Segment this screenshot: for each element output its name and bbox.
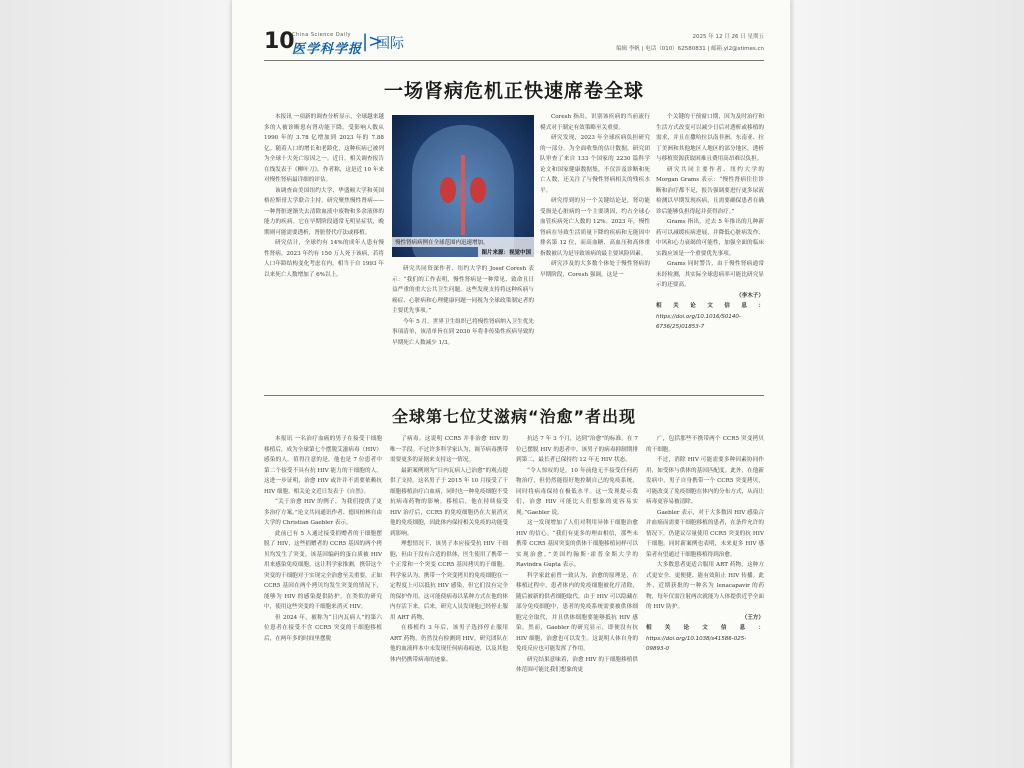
reference-line: [646, 623, 764, 655]
article1-column-4: [656, 112, 764, 392]
paragraph: 个关键的干预窗口期，因为及时治疗和生活方式改变可以减少日后对透析或移植的需求，并且在撒哈拉以南非洲、东南亚、拉丁美洲和其他地区人地区的部分地区，透析与移植资源获取困难且费用高昂难以负担。: [656, 114, 764, 162]
logo: 医学科学报: [292, 42, 363, 57]
paragraph: Gaebler 表示，对于大多数因 HIV 感染合并血癌而需要干细胞移植的患者，在条件允许的情况下，仍建议尽量使用 CCR5 突变的抗 HIV 干细胞。同时新案例也表明，未来更多 HIV 感染者有望通过干细胞移植得到治愈。: [646, 509, 764, 558]
article1-column-1: [264, 112, 384, 392]
header-rule: [264, 60, 764, 61]
paragraph: 理想情况下，该男子本应接受抗 HIV 干细胞，但由于没有合适的供体，医生使用了携带一个正常和一个突变 CCR5 基因拷贝的干细胞。科学家认为，携带一个突变拷贝的免疫细胞在一定程度上可以抵抗 HIV 感染，但它们没有完全的保护作用，这可能使病毒以某种方式在他的体内存活下来。后来，研究人员发现他已经停止服用 ART 药物。: [390, 541, 508, 621]
paragraph: 今年 5 月，世界卫生组织已将慢性肾病纳入卫生优先事项清单，该清单旨在到 2030 年将非传染性疾病导致的早期死亡人数减少 1/3。: [392, 318, 534, 346]
paragraph: 不过，消除 HIV 可能需要多种因素协同作用，如受体与供体的基因匹配度。此外，在他新发病中，男子自身携带一个 CCR5 突变拷贝，可能改变了免疫细胞在体内的分布方式，从而让病毒更容易被清除。: [646, 457, 764, 505]
paragraph: 研究得到的另一个关键结论是，肾功能受损是心脏病的一个主要诱因，约占全球心血管疾病死亡人数的 12%。2023 年，慢性肾病在导致生活质量下降的疾病和无能因中排名第 12 位，而高血糖、高血压和高体重指数被认为是导致该病的最主要风险因素。: [540, 198, 650, 257]
paragraph: 但 2024 年，被称为“日内瓦病人”的第六位患者在接受不含 CCR5 突变的干细胞移植后，在两年多的时间里摆脱: [264, 614, 382, 642]
reference-doi: https://doi.org/10.1038/s41586-025-09893-0: [646, 635, 747, 652]
article2-column-1: [264, 434, 382, 764]
paragraph: Coresh 指出，识别该疾病的当前流行模式对于制定有效策略至关重要。: [540, 114, 650, 131]
background-right: [794, 0, 1024, 768]
article2-column-3: [516, 434, 638, 764]
page-number: 10: [264, 29, 295, 54]
article2-column-4: [646, 434, 764, 764]
paragraph: 抗达 7 年 3 个月，达到“治愈”的标准。在 7 位已摆脱 HIV 的患者中，该男子的病毒抑制期排到第二，最长者已保持约 12 年无 HIV 状态。: [516, 436, 638, 463]
paragraph: 这一发现增加了人们对利用异体干细胞治愈 HIV 的信心。“我们有更多的理由相信，那些未携带 CCR5 基因突变的供体干细胞移植同样可以实现治愈。”美国约翰斯·霍普金斯大学的 Ravindra Gupta 表示。: [516, 520, 638, 568]
byline-line: [656, 291, 764, 302]
paragraph: 研究共同主要作者、纽约大学的 Morgan Grams 表示：“慢性肾病往往诊断和治疗都不足，报告强调要进行更多尿液检测以早期发现疾病，且需要确保患者在确诊后能够负担得起并获得治疗。”: [656, 166, 764, 215]
page-header: [264, 28, 764, 58]
paragraph: 研究共同资深作者、纽约大学的 Josef Coresh 表示：“我们的工作表明，慢性肾病是一种常见、致命且日益严重的重大公共卫生问题。这些发现支持将这种疾病与癌症、心脏病和心理健康问题一同视为全球政策制定者的主要优先事项。”: [392, 266, 534, 314]
paragraph: 广，包括那些不携带两个 CCR5 突变拷贝的干细胞。: [646, 436, 764, 453]
paragraph: “关于治愈 HIV 的例子，为我们提供了更多治疗方案。”论文共同通讯作者、德国柏林自由大学的 Christian Gaebler 表示。: [264, 499, 382, 526]
article2-author: （王方）: [741, 614, 764, 621]
section-name: 国际: [376, 36, 404, 52]
paragraph: 本报讯 一名治疗血癌的男子在接受干细胞移植后，成为全球第七个摆脱艾滋病毒（HIV）感染的人。值得注意的是，他也是 7 位患者中第二个接受不具有抗 HIV 能力的干细胞的人。这进一步证明，治愈 HIV 或许并不需要依赖抗 HIV 细胞。相关论文近日发表于《自然》。: [264, 436, 382, 495]
article1-author: （李木子）: [736, 292, 764, 299]
vessel-shape: [461, 155, 465, 235]
paragraph: 在移植约 3 年后，该男子选择停止服用 ART 药物，仍然没有检测到 HIV。研究团队在他的血液样本中未发现任何病毒痕迹，以及其他体内仍携带病毒的迹象。: [390, 625, 508, 663]
paragraph: 研究发现，2023 年全球疾病负担研究的一部分。为全面收集的估计数据，研究团队审查了来自 133 个国家的 2230 篇科学论文和国家健康数据集，不仅涉及诊断和死亡人数，还关注了与慢性肾病相关的残疾水平。: [540, 135, 650, 194]
reference-line: [656, 301, 764, 333]
article1-column-2: [392, 264, 534, 392]
section-divider-icon: |>: [362, 31, 384, 52]
paragraph: 研究涉及的大多数个体处于慢性肾病的早期阶段，Coresh 强调，这是一: [540, 261, 650, 278]
byline-line: [646, 613, 764, 624]
article1-title: 一场肾病危机正快速席卷全球: [383, 80, 644, 102]
editor-info: 编辑 李帆 | 电话（010）62580831 | 邮箱 yl2@stimes.cn: [616, 46, 764, 52]
background-left: [0, 0, 230, 768]
article1-column-3: [540, 112, 650, 392]
paragraph: Grams 指出，过去 5 年推出的几种新药可以减缓疾病进展，并降低心脏病发作、中风和心力衰竭的可能性，加强全面的临床实践应该是一个重要优先事项。: [656, 219, 764, 257]
paragraph: 科学家此前曾一致认为，治愈的原理是，在移植过程中，患者体内的免疫细胞被化疗清除，随后被新的供者细胞取代。由于 HIV 可以隐藏在部分免疫细胞中，患者的免疫系统需要被供体细胞完全取代，并且供体细胞要能够抵抗 HIV 感染。然而，Gaebler 的研究显示，即便没有抗 HIV 细胞，治愈也可以发生。这说明人体自身的免疫反应也可能发挥了作用。: [516, 572, 638, 652]
photo-caption: 慢性肾病病例在全球范围内迅速增加。: [392, 237, 534, 247]
newspaper-page: [232, 0, 790, 768]
paragraph: 研究结果意味着，治愈 HIV 的干细胞移植供体范围可能比我们想象的更: [516, 656, 638, 673]
logo-subtitle: China Science Daily: [292, 32, 351, 38]
paragraph: 该调查由美国纽约大学、华盛顿大学和英国格拉斯哥大学联合主持。研究聚焦慢性肾病——一种肾脏逐渐失去清除血液中废物和多余液体的能力的疾病。它在早期阶段通常无明显症状，晚期则可能需要透析，肾脏替代疗法或移植。: [264, 187, 384, 236]
paragraph: 最新案例则为“日内瓦病人已治愈”的观点提供了支持。这名男子于 2015 年 10 月接受了干细胞移植治疗白血病，同时也一种免疫细胞不受抗病毒药物的影响。移植后，他在持续接受 HIV 治疗后，CCR5 的免疫细胞仍在大量消灭他的免疫细胞，因此体内保持相关免疫的功能受到影响。: [390, 467, 508, 537]
paragraph: 大多数患者更适合服用 ART 药物，这种方式更安全、更便捷、能有效阻止 HIV 传播。此外，近期获批的一种名为 lenacapavir 的药物，每年仅需注射两次就能为人体提供近乎全面的 HIV 防护。: [646, 562, 764, 610]
kidney-photo: [392, 115, 534, 257]
reference-label: 相关论文信息：: [646, 625, 764, 631]
article2-title: 全球第七位艾滋病“治愈”者出现: [391, 407, 637, 426]
paragraph: 此前已有 5 人通过接受捐赠者的干细胞摆脱了 HIV，这些捐赠者的 CCR5 基因的两个拷贝均发生了突变。该基因编码的蛋白质被 HIV 用来感染免疫细胞。这让科学家推测，携带这个突变的干细胞对于实现完全治愈至关重要。正如 CCR5 基因在两个拷贝均发生突变的情况下，能够为 HIV 的感染提供防护。在类似的研究中，使用这些突变的干细胞来消灭 HIV。: [264, 530, 382, 610]
paragraph: 了病毒。这说明 CCR5 并非治愈 HIV 的唯一手段。不过许多科学家认为，调节病毒携带需要更多的证据来支持这一情况。: [390, 436, 508, 463]
paragraph: “令人惊叹的是，10 年前他无不接受任何药物治疗，但仍然能很好地控制自己的免疫系统，同时将病毒保持在极低水平。这一发现提示我们，治愈 HIV 可能比人们想象的更容易实现。”Gaebler 说。: [516, 467, 638, 516]
photo-credit: 图片来源：视觉中国: [478, 247, 534, 257]
reference-doi: https://doi.org/10.1016/S0140-6736(25)01853-7: [656, 313, 741, 330]
paragraph: 研究估计，全球约有 14%的成年人患有慢性肾病。2023 年约有 150 万人死于该病，若将人口年龄结构变化考虑在内，相当于自 1993 年以来死亡人数增加了 6%以上。: [264, 240, 384, 278]
issue-date: 2025 年 12 月 26 日 星期五: [692, 34, 764, 40]
article-divider: [264, 395, 764, 396]
reference-label: 相关论文信息：: [656, 303, 764, 309]
paragraph: 本报讯 一项新的调查分析显示，全球越来越多的人被诊断患有肾功能下降。受影响人数从 1990 年的 3.78 亿增加到 2023 年的 7.88 亿。随着人口的增长和老龄化，这种疾病已被列为全球十大死亡原因之一。近日，相关调查报告在线发表于《柳叶刀》。作者称，这是近 10 年来对慢性肾病最详细的评估。: [264, 114, 384, 183]
kidney-icon: [440, 177, 456, 203]
article2-column-2: [390, 434, 508, 764]
paragraph: Grams 同时警告，由于慢性肾病通常未经检测，其实际全球患病率可能比研究显示的还要高。: [656, 261, 764, 288]
kidney-icon: [470, 177, 486, 203]
